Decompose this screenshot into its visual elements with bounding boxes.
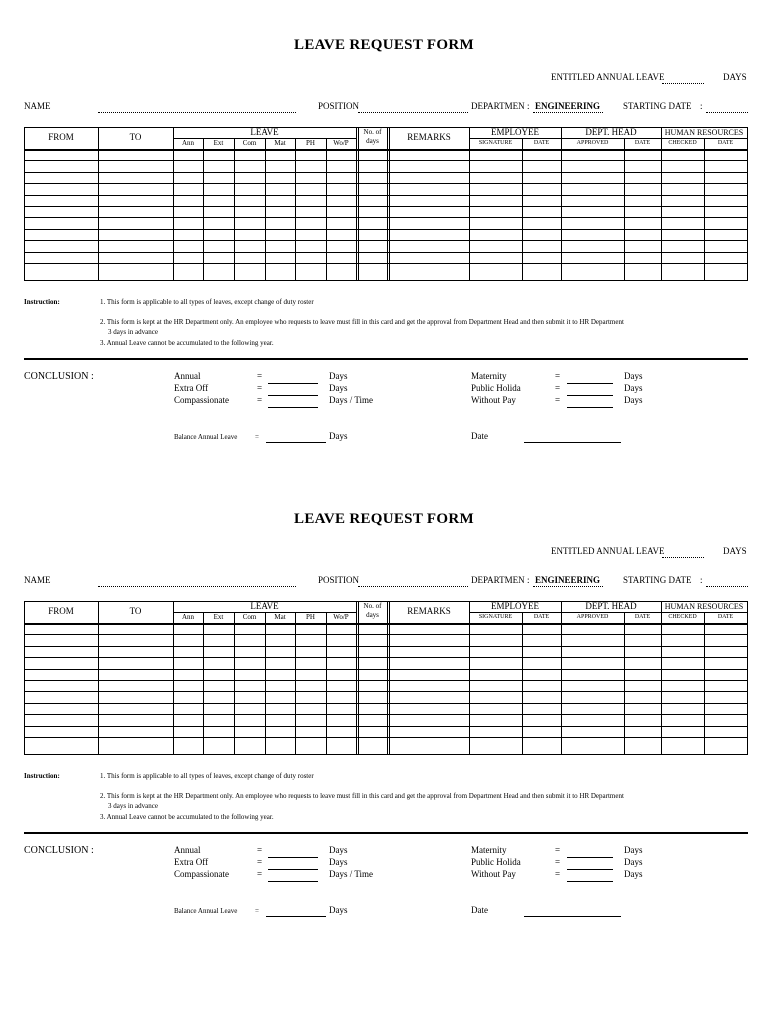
annual-unit: Days — [329, 371, 348, 381]
form-title: LEAVE REQUEST FORM — [294, 37, 474, 53]
department-sep: : — [527, 101, 530, 111]
starting-date-label: STARTING DATE — [623, 575, 692, 585]
col-hr-checked: CHECKED — [668, 614, 697, 620]
extra-off-unit: Days — [329, 383, 348, 393]
starting-date-sep: : — [700, 101, 703, 111]
annual-eq: = — [257, 371, 263, 381]
form-title: LEAVE REQUEST FORM — [294, 511, 474, 527]
without-pay-field[interactable] — [567, 407, 613, 408]
balance-eq: = — [255, 433, 259, 441]
col-ext: Ext — [213, 613, 224, 621]
maternity-field[interactable] — [567, 857, 613, 858]
col-to: TO — [129, 132, 142, 142]
public-holiday-eq: = — [555, 383, 561, 393]
col-com: Com — [242, 613, 257, 621]
public-holiday-eq: = — [555, 857, 561, 867]
date-field[interactable] — [524, 442, 621, 443]
balance-unit: Days — [329, 431, 348, 441]
instruction-2: 2. This form is kept at the HR Department only. An employee who requests to leave must fill in this card and get the approval from Department Head and then submit it to HR Department — [100, 318, 624, 326]
col-employee: EMPLOYEE — [491, 127, 539, 137]
without-pay-label: Without Pay — [471, 395, 516, 405]
annual-eq: = — [257, 845, 263, 855]
instruction-2: 2. This form is kept at the HR Department only. An employee who requests to leave must fill in this card and get the approval from Department Head and then submit it to HR Department — [100, 792, 624, 800]
maternity-label: Maternity — [471, 845, 507, 855]
col-employee-date: DATE — [533, 140, 550, 146]
maternity-field[interactable] — [567, 383, 613, 384]
entitled-annual-leave-field[interactable] — [662, 557, 704, 558]
name-field[interactable] — [98, 586, 296, 587]
col-hr-date: DATE — [717, 614, 734, 620]
compassionate-field[interactable] — [268, 407, 318, 408]
instruction-2b: 3 days in advance — [108, 328, 158, 336]
col-dept-approved: APPROVED — [576, 614, 609, 620]
starting-date-field[interactable] — [706, 112, 748, 113]
extra-off-field[interactable] — [268, 395, 318, 396]
col-from: FROM — [48, 606, 74, 616]
extra-off-eq: = — [257, 857, 263, 867]
col-hr-checked: CHECKED — [668, 140, 697, 146]
position-label: POSITION — [318, 575, 360, 585]
col-ann: Ann — [181, 139, 195, 147]
maternity-label: Maternity — [471, 371, 507, 381]
starting-date-sep: : — [700, 575, 703, 585]
date-label: Date — [471, 431, 488, 441]
name-label: NAME — [24, 575, 51, 585]
compassionate-unit: Days / Time — [329, 395, 374, 405]
leave-request-form-2 — [0, 474, 768, 944]
compassionate-field[interactable] — [268, 881, 318, 882]
divider — [24, 358, 748, 360]
balance-field[interactable] — [266, 916, 326, 917]
annual-label: Annual — [174, 371, 201, 381]
maternity-eq: = — [555, 845, 561, 855]
name-label: NAME — [24, 101, 51, 111]
balance-label: Balance Annual Leave — [174, 433, 238, 441]
col-leave: LEAVE — [250, 127, 279, 137]
col-from: FROM — [48, 132, 74, 142]
position-field[interactable] — [358, 586, 468, 587]
department-label: DEPARTMEN — [471, 101, 525, 111]
annual-unit: Days — [329, 845, 348, 855]
department-value: ENGINEERING — [535, 101, 601, 111]
instruction-3: 3. Annual Leave cannot be accumulated to the following year. — [100, 339, 274, 347]
position-field[interactable] — [358, 112, 468, 113]
col-employee-date: DATE — [533, 614, 550, 620]
compassionate-eq: = — [257, 395, 263, 405]
col-ext: Ext — [213, 139, 224, 147]
compassionate-eq: = — [257, 869, 263, 879]
col-hr: HUMAN RESOURCES — [664, 602, 744, 611]
starting-date-label: STARTING DATE — [623, 101, 692, 111]
divider — [24, 832, 748, 834]
compassionate-unit: Days / Time — [329, 869, 374, 879]
col-no-of: No. of — [363, 128, 382, 136]
department-field[interactable] — [533, 586, 603, 587]
conclusion-label: CONCLUSION : — [24, 371, 94, 382]
col-remarks: REMARKS — [407, 606, 451, 616]
starting-date-field[interactable] — [706, 586, 748, 587]
public-holiday-unit: Days — [624, 383, 643, 393]
date-label: Date — [471, 905, 488, 915]
instruction-1: 1. This form is applicable to all types of leaves, except change of duty roster — [100, 298, 314, 306]
annual-field[interactable] — [268, 857, 318, 858]
extra-off-label: Extra Off — [174, 857, 209, 867]
without-pay-label: Without Pay — [471, 869, 516, 879]
department-label: DEPARTMEN — [471, 575, 525, 585]
col-employee-signature: SIGNATURE — [478, 614, 513, 620]
compassionate-label: Compassionate — [174, 869, 229, 879]
col-hr-date: DATE — [717, 140, 734, 146]
entitled-annual-leave-label: ENTITLED ANNUAL LEAVE — [551, 72, 665, 82]
col-ph: PH — [306, 139, 315, 147]
public-holiday-unit: Days — [624, 857, 643, 867]
col-ann: Ann — [181, 613, 195, 621]
extra-off-field[interactable] — [268, 869, 318, 870]
without-pay-unit: Days — [624, 395, 643, 405]
without-pay-eq: = — [555, 869, 561, 879]
entitled-days-label: DAYS — [723, 72, 747, 82]
col-dept-approved: APPROVED — [576, 140, 609, 146]
col-dept-head: DEPT. HEAD — [585, 601, 637, 611]
balance-eq: = — [255, 907, 259, 915]
col-mat: Mat — [274, 613, 286, 621]
without-pay-unit: Days — [624, 869, 643, 879]
conclusion-label: CONCLUSION : — [24, 845, 94, 856]
col-dept-date: DATE — [634, 614, 651, 620]
balance-unit: Days — [329, 905, 348, 915]
annual-label: Annual — [174, 845, 201, 855]
col-com: Com — [242, 139, 257, 147]
maternity-unit: Days — [624, 845, 643, 855]
entitled-annual-leave-field[interactable] — [662, 83, 704, 84]
leave-table — [24, 127, 748, 281]
instruction-3: 3. Annual Leave cannot be accumulated to the following year. — [100, 813, 274, 821]
col-dept-head: DEPT. HEAD — [585, 127, 637, 137]
col-no-of: No. of — [363, 602, 382, 610]
col-wop: Wo/P — [333, 613, 349, 621]
date-field[interactable] — [524, 916, 621, 917]
maternity-eq: = — [555, 371, 561, 381]
col-days: days — [366, 137, 379, 145]
col-to: TO — [129, 606, 142, 616]
annual-field[interactable] — [268, 383, 318, 384]
instruction-1: 1. This form is applicable to all types of leaves, except change of duty roster — [100, 772, 314, 780]
balance-label: Balance Annual Leave — [174, 907, 238, 915]
public-holiday-label: Public Holida — [471, 383, 521, 393]
col-remarks: REMARKS — [407, 132, 451, 142]
leave-table — [24, 601, 748, 755]
col-employee-signature: SIGNATURE — [478, 140, 513, 146]
position-label: POSITION — [318, 101, 360, 111]
extra-off-label: Extra Off — [174, 383, 209, 393]
name-field[interactable] — [98, 112, 296, 113]
col-leave: LEAVE — [250, 601, 279, 611]
compassionate-label: Compassionate — [174, 395, 229, 405]
without-pay-field[interactable] — [567, 881, 613, 882]
col-dept-date: DATE — [634, 140, 651, 146]
instruction-label: Instruction: — [24, 772, 60, 780]
without-pay-eq: = — [555, 395, 561, 405]
public-holiday-field[interactable] — [567, 869, 613, 870]
public-holiday-field[interactable] — [567, 395, 613, 396]
balance-field[interactable] — [266, 442, 326, 443]
department-value: ENGINEERING — [535, 575, 601, 585]
public-holiday-label: Public Holida — [471, 857, 521, 867]
leave-request-form-1 — [0, 0, 768, 470]
extra-off-unit: Days — [329, 857, 348, 867]
entitled-days-label: DAYS — [723, 546, 747, 556]
maternity-unit: Days — [624, 371, 643, 381]
department-field[interactable] — [533, 112, 603, 113]
col-mat: Mat — [274, 139, 286, 147]
col-days: days — [366, 611, 379, 619]
col-employee: EMPLOYEE — [491, 601, 539, 611]
col-hr: HUMAN RESOURCES — [664, 128, 744, 137]
extra-off-eq: = — [257, 383, 263, 393]
department-sep: : — [527, 575, 530, 585]
instruction-2b: 3 days in advance — [108, 802, 158, 810]
col-ph: PH — [306, 613, 315, 621]
entitled-annual-leave-label: ENTITLED ANNUAL LEAVE — [551, 546, 665, 556]
instruction-label: Instruction: — [24, 298, 60, 306]
col-wop: Wo/P — [333, 139, 349, 147]
